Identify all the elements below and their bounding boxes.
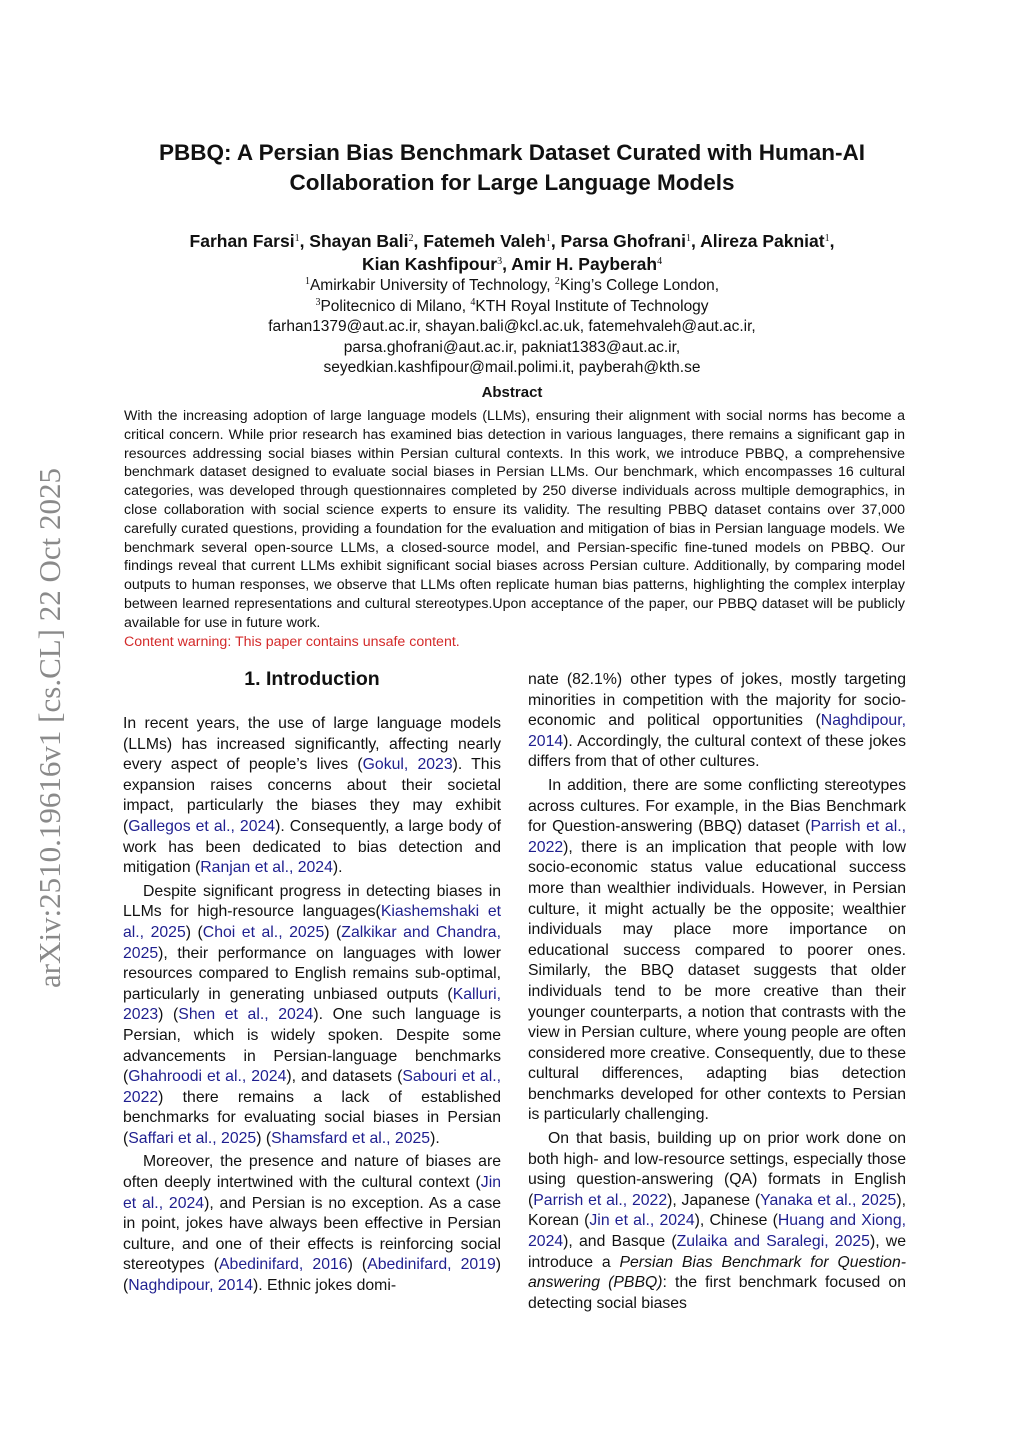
abstract-heading: Abstract <box>481 384 543 401</box>
affiliation-line <box>100 276 924 297</box>
arxiv-stamp-text: arXiv:2510.19616v1 [cs.CL] 22 Oct 2025 <box>32 467 67 989</box>
author-name: Amir H. Payberah <box>511 254 658 274</box>
section-heading: 1. Introduction <box>244 668 380 690</box>
citation-link[interactable]: Sabouri et al., 2022 <box>123 1068 501 1106</box>
affiliation-line <box>100 297 924 318</box>
paragraph: In addition, there are some conflicting stereotypes across cultures. For example, in the Bias Benchmark for Question-answering (BBQ) dataset (Parrish et al., 2022), there is an implication that people with low socio-economic status value educational success more than wealthier individuals. However, in Persian culture, it might actually be the opposite; wealthier individuals may place more importance on educational success compared to poorer ones. Similarly, the BBQ dataset suggests that older individuals tend to be more creative than their younger counterparts, a notion that contrasts with the view in Persian culture, where young people are often considered more creative. Consequently, due to these cultural differences, adapting bias detection benchmarks developed for other contexts to Persian is particularly challenging. <box>528 776 906 1124</box>
citation-link[interactable]: Jin et al., 2024 <box>123 1174 501 1212</box>
citation-link[interactable]: Abedinifard, 2016 <box>219 1256 348 1274</box>
author-line: Kian Kashfipour$^3$, Amir H. Payberah$^4$ <box>361 254 663 274</box>
paragraph: Despite significant progress in detecting biases in LLMs for high-resource languages(Kiashemshaki et al., 2025) (Choi et al., 2025) (Zalkikar and Chandra, 2025), their performance on languages with lower resources compared to English remains sub-optimal, particularly in generating unbiased outputs (Kalluri, 2023) (Shen et al., 2024). One such language is Persian, which is widely spoken. Despite some advancements in Persian-language benchmarks (Ghahroodi et al., 2024), and datasets (Sabouri et al., 2022) there remains a lack of established benchmarks for evaluating social biases in Persian (Saffari et al., 2025) (Shamsfard et al., 2025). <box>123 882 502 1147</box>
citation-link[interactable]: Abedinifard, 2019 <box>367 1256 496 1274</box>
citation-link[interactable]: Parrish et al., 2022 <box>528 818 906 856</box>
author-affil-mark: 3 <box>497 256 503 267</box>
author-name: Parsa Ghofrani <box>560 231 687 251</box>
left-column <box>123 714 501 1300</box>
author-affil-mark: 1 <box>545 233 551 244</box>
author-name: Shayan Bali <box>309 231 409 251</box>
citation-link[interactable]: Gallegos et al., 2024 <box>128 817 276 835</box>
content-warning: Content warning: This paper contains unsafe content. <box>124 633 460 650</box>
citation-link[interactable]: Ranjan et al., 2024 <box>200 859 333 877</box>
email-line: farhan1379@aut.ac.ir, shayan.bali@kcl.ac.uk, fatemehvaleh@aut.ac.ir, <box>268 318 756 335</box>
paragraph: In recent years, the use of large language models (LLMs) has increased significantly, affecting nearly every aspect of people’s lives (Gokul, 2023). This expansion raises concerns about their societal impact, particularly the biases they may exhibit (Gallegos et al., 2024). Consequently, a large body of work has been dedicated to bias detection and mitigation (Ranjan et al., 2024). <box>123 715 502 877</box>
author-line: Farhan Farsi$^1$, Shayan Bali$^2$, Fatemeh Valeh$^1$, Parsa Ghofrani$^1$, Alireza Pakniat$^1$, <box>189 231 835 251</box>
arxiv-stamp <box>30 428 70 1028</box>
affiliations <box>100 276 924 379</box>
author-list <box>100 230 924 276</box>
paragraph: On that basis, building up on prior work done on both high- and low-resource settings, especially those using question-answering (QA) formats in English (Parrish et al., 2022), Japanese (Yanaka et al., 2025), Korean (Jin et al., 2024), Chinese (Huang and Xiong, 2024), and Basque (Zulaika and Saralegi, 2025), we introduce a Persian Bias Benchmark for Question-answering (PBBQ): the first benchmark focused on detecting social biases <box>528 1130 906 1312</box>
author-name: Farhan Farsi <box>189 231 295 251</box>
citation-link[interactable]: Shamsfard et al., 2025 <box>271 1129 431 1147</box>
affil-mark: 1 <box>304 276 310 287</box>
affiliation: Politecnico di Milano, <box>320 297 471 315</box>
citation-link[interactable]: Zalkikar and Chandra, 2025 <box>123 923 501 962</box>
paragraph: Moreover, the presence and nature of biases are often deeply intertwined with the cultural context (Jin et al., 2024), and Persian is no exception. As a case in point, jokes have always been effective in Persian culture, and one of their effects is reinforcing social stereotypes (Abedinifard, 2016) (Abedinifard, 2019) (Naghdipour, 2014). Ethnic jokes domi- <box>123 1153 501 1295</box>
author-affil-mark: 2 <box>408 233 414 244</box>
emphasis: Persian Bias Benchmark for Question-answering (PBBQ) <box>528 1253 906 1292</box>
affil-mark: 2 <box>554 276 560 287</box>
author-affil-mark: 1 <box>824 233 830 244</box>
citation-link[interactable]: Naghdipour, 2014 <box>128 1277 253 1295</box>
author-name: Fatemeh Valeh <box>423 231 546 251</box>
author-affil-mark: 4 <box>657 256 663 267</box>
citation-link[interactable]: Ghahroodi et al., 2024 <box>128 1068 287 1086</box>
citation-link[interactable]: Choi et al., 2025 <box>202 923 325 941</box>
abstract-text: With the increasing adoption of large language models (LLMs), ensuring their alignment with social norms has become a critical concern. While prior research has examined bias detection in various languages, there remains a significant gap in resources addressing social biases within Persian cultural contexts. In this work, we introduce PBBQ, a comprehensive benchmark dataset designed to evaluate social biases in Persian LLMs. Our benchmark, which encompasses 16 cultural categories, was developed through questionnaires completed by 250 diverse individuals across multiple demographics, in close collaboration with social science experts to ensure its validity. The resulting PBBQ dataset contains over 37,000 carefully curated questions, providing a foundation for the evaluation and mitigation of bias in Persian language models. We benchmark several open-source LLMs, a closed-source model, and Persian-specific fine-tuned models on PBBQ. Our findings reveal that current LLMs exhibit significant social biases across Persian culture. Additionally, by comparing model outputs to human responses, we observe that LLMs often replicate human bias patterns, highlighting the complex interplay between learned representations and cultural stereotypes.Upon acceptance of the paper, our PBBQ dataset will be publicly available for use in future work. <box>124 408 905 631</box>
citation-link[interactable]: Shen et al., 2024 <box>178 1006 314 1024</box>
affiliation: Amirkabir University of Technology, <box>309 277 555 294</box>
citation-link[interactable]: Zulaika and Saralegi, 2025 <box>676 1233 870 1251</box>
affil-mark: 3 <box>315 296 321 308</box>
abstract <box>124 407 905 651</box>
citation-link[interactable]: Jin et al., 2024 <box>589 1212 695 1230</box>
citation-link[interactable]: Naghdipour, 2014 <box>528 712 906 750</box>
citation-link[interactable]: Gokul, 2023 <box>362 756 453 774</box>
author-name: Kian Kashfipour <box>361 254 498 274</box>
citation-link[interactable]: Kiashemshaki et al., 2025 <box>123 903 502 941</box>
author-name: Alireza Pakniat <box>700 231 825 251</box>
right-column <box>528 670 906 1317</box>
title-line: PBBQ: A Persian Bias Benchmark Dataset Curated with Human-AI <box>158 140 865 165</box>
affiliation: King’s College London, <box>559 277 720 294</box>
citation-link[interactable]: Kalluri, 2023 <box>123 985 501 1024</box>
affil-mark: 4 <box>470 296 476 308</box>
paragraph: nate (82.1%) other types of jokes, mostly targeting minorities in competition with the majority for socio-economic and political opportunities (Naghdipour, 2014). Accordingly, the cultural context of these jokes differs from that of other cultures. <box>528 671 906 771</box>
email-line: parsa.ghofrani@aut.ac.ir, pakniat1383@aut.ac.ir, <box>343 338 681 356</box>
citation-link[interactable]: Huang and Xiong, 2024 <box>528 1212 906 1251</box>
affiliation: KTH Royal Institute of Technology <box>475 297 709 315</box>
citation-link[interactable]: Saffari et al., 2025 <box>128 1129 257 1147</box>
citation-link[interactable]: Yanaka et al., 2025 <box>760 1191 897 1209</box>
author-affil-mark: 1 <box>294 233 300 244</box>
author-affil-mark: 1 <box>686 233 692 244</box>
email-line: seyedkian.kashfipour@mail.polimi.it, payberah@kth.se <box>323 359 701 376</box>
title-line: Collaboration for Large Language Models <box>289 170 735 195</box>
citation-link[interactable]: Parrish et al., 2022 <box>533 1191 668 1209</box>
paper-title <box>100 138 924 198</box>
